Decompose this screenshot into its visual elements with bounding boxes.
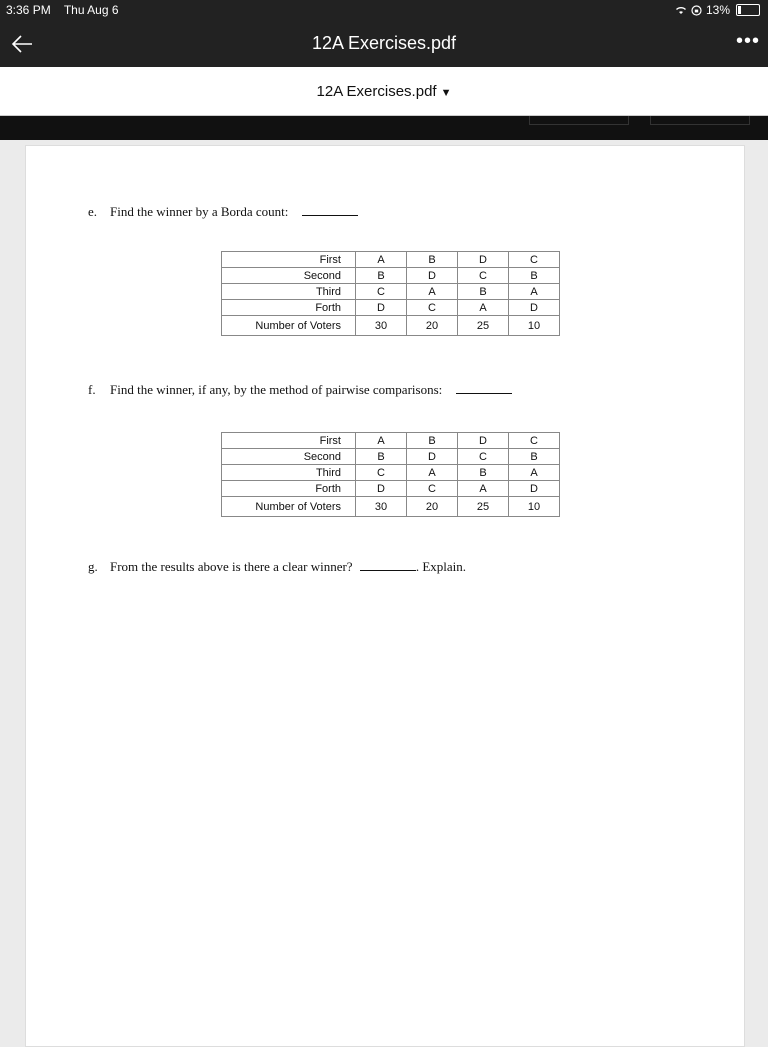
- table-cell: A: [407, 284, 458, 300]
- table-cell: 25: [458, 316, 509, 336]
- document-selector-bar: [0, 67, 768, 116]
- table-cell: A: [509, 465, 560, 481]
- table-cell: B: [407, 252, 458, 268]
- table-cell: D: [458, 252, 509, 268]
- question-letter: e.: [88, 204, 98, 219]
- table-cell: D: [458, 433, 509, 449]
- table-cell: B: [356, 449, 407, 465]
- table-cell: D: [509, 481, 560, 497]
- caret-down-icon: ▼: [440, 87, 452, 99]
- table-cell: B: [407, 433, 458, 449]
- row-label: Third: [222, 284, 356, 300]
- question-f: [88, 382, 512, 398]
- table-cell: A: [509, 284, 560, 300]
- table-cell: C: [356, 284, 407, 300]
- answer-blank: [360, 560, 416, 571]
- question-text: Find the winner by a Borda count:: [110, 204, 289, 219]
- document-selector[interactable]: [0, 83, 768, 100]
- table-row: [222, 449, 560, 465]
- table-cell: C: [458, 268, 509, 284]
- table-row: [222, 300, 560, 316]
- table-cell: B: [509, 268, 560, 284]
- orientation-lock-icon: [691, 5, 702, 16]
- row-label: Forth: [222, 300, 356, 316]
- table-cell: D: [407, 268, 458, 284]
- row-label: Third: [222, 465, 356, 481]
- answer-blank: [302, 205, 358, 216]
- table-cell: B: [458, 465, 509, 481]
- question-letter: f.: [88, 382, 96, 397]
- question-text: Find the winner, if any, by the method of pairwise comparisons:: [110, 382, 443, 397]
- row-label: Second: [222, 268, 356, 284]
- table-cell: C: [407, 300, 458, 316]
- table-cell: A: [356, 252, 407, 268]
- row-label: Forth: [222, 481, 356, 497]
- table-cell: A: [356, 433, 407, 449]
- toolbar-tab[interactable]: [529, 116, 629, 125]
- toolbar-strip: [0, 116, 768, 140]
- table-row: [222, 316, 560, 336]
- status-bar: [0, 0, 768, 20]
- table-cell: C: [356, 465, 407, 481]
- row-label: Number of Voters: [222, 316, 356, 336]
- table-cell: 10: [509, 316, 560, 336]
- table-cell: 30: [356, 316, 407, 336]
- table-cell: 30: [356, 497, 407, 517]
- table-cell: C: [509, 252, 560, 268]
- question-text: From the results above is there a clear winner?: [110, 559, 353, 574]
- table-cell: B: [509, 449, 560, 465]
- question-text-end: . Explain.: [415, 559, 467, 574]
- row-label: First: [222, 252, 356, 268]
- toolbar-tab[interactable]: [650, 116, 750, 125]
- table-cell: C: [407, 481, 458, 497]
- table-row: [222, 465, 560, 481]
- table-cell: D: [407, 449, 458, 465]
- table-cell: B: [458, 284, 509, 300]
- table-cell: D: [509, 300, 560, 316]
- battery-icon: [736, 4, 760, 16]
- row-label: Number of Voters: [222, 497, 356, 517]
- table-row: [222, 497, 560, 517]
- table-cell: 10: [509, 497, 560, 517]
- table-cell: C: [509, 433, 560, 449]
- table-cell: A: [407, 465, 458, 481]
- answer-blank: [456, 383, 512, 394]
- row-label: First: [222, 433, 356, 449]
- table-row: [222, 433, 560, 449]
- table-cell: B: [356, 268, 407, 284]
- more-options-button[interactable]: •••: [735, 30, 760, 52]
- table-cell: 20: [407, 497, 458, 517]
- page-title: 12A Exercises.pdf: [311, 33, 457, 53]
- table-row: [222, 284, 560, 300]
- row-label: Second: [222, 449, 356, 465]
- table-row: [222, 268, 560, 284]
- nav-bar: [0, 20, 768, 67]
- table-cell: D: [356, 300, 407, 316]
- pdf-page: [25, 145, 745, 1047]
- table-cell: C: [458, 449, 509, 465]
- preference-table-2: [221, 432, 560, 517]
- battery-percent: 13%: [705, 3, 730, 17]
- table-cell: 25: [458, 497, 509, 517]
- question-g: [88, 559, 466, 575]
- preference-table-1: [221, 251, 560, 336]
- status-time: 3:36 PM: [6, 3, 51, 17]
- table-cell: A: [458, 300, 509, 316]
- wifi-icon: [675, 5, 687, 15]
- question-letter: g.: [88, 559, 98, 574]
- table-cell: A: [458, 481, 509, 497]
- document-name: 12A Exercises.pdf: [316, 83, 437, 100]
- table-cell: 20: [407, 316, 458, 336]
- table-row: [222, 252, 560, 268]
- status-date: Thu Aug 6: [63, 3, 119, 17]
- question-e: [88, 204, 358, 220]
- table-row: [222, 481, 560, 497]
- table-cell: D: [356, 481, 407, 497]
